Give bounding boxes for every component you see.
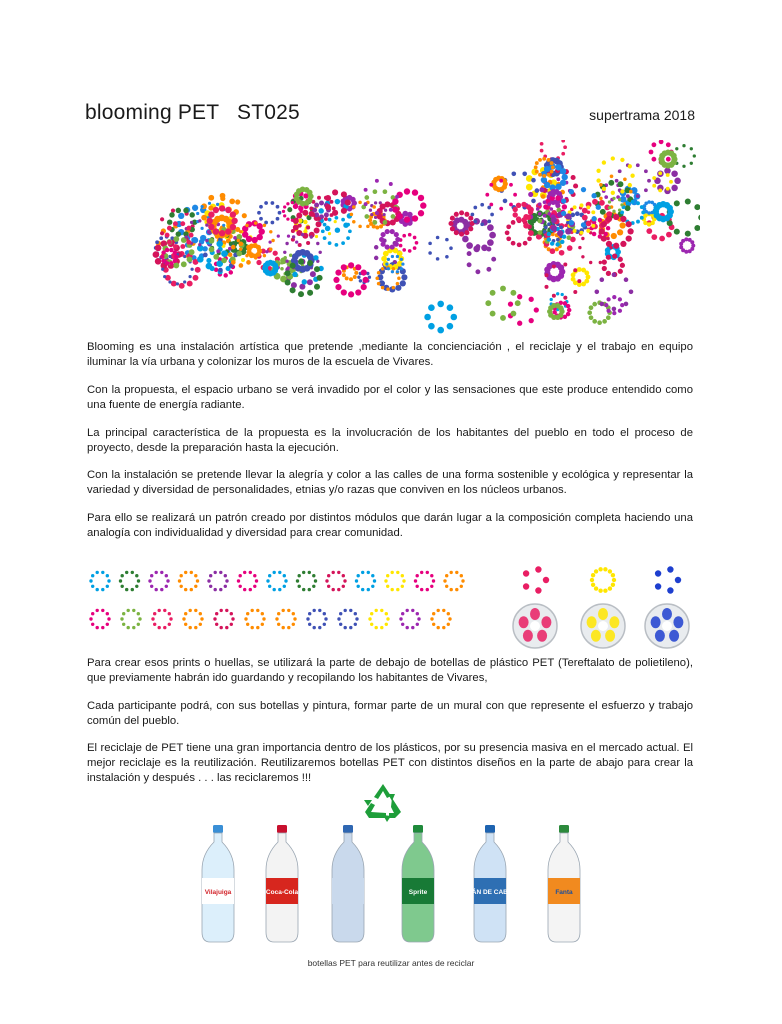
dot-flower [89,571,110,592]
dot-flower [428,236,452,261]
pet-bottle [266,825,299,942]
dot-flower [599,214,634,249]
dot-flower [595,272,634,311]
dot-flower [306,609,327,630]
dot-flower [655,566,681,593]
dot-flower [471,203,494,226]
dot-flower [485,286,520,321]
dot-flower [399,233,419,253]
dot-flower [120,609,141,630]
dot-flower [237,571,258,592]
hero-flower-illustration [140,140,700,340]
dot-flower [582,199,612,229]
dot-flower [266,571,287,592]
pet-bottle [402,825,434,942]
dot-flower [89,609,110,630]
dot-flower [513,202,534,223]
dot-flower [207,571,228,592]
bottle-bottom [513,604,557,648]
bottle-brand-label: SOLÁN DE CABRAS [458,889,522,896]
pet-bottle [548,825,580,942]
pet-bottle [202,825,234,942]
bottle-brand-label: Coca-Cola [265,889,299,896]
pet-bottle [332,825,364,942]
author-year: supertrama 2018 [589,107,695,123]
dot-flower [242,220,265,243]
dot-flower [590,567,616,593]
dot-flower [508,294,539,326]
dot-flower [379,229,400,250]
dot-flower [604,295,624,315]
body-paragraph-2: Cada participante podrá, con sus botellas y pintura, formar parte de un mural con que represente el esfuerzo y trabajo común del pueblo. [87,700,693,727]
dot-flower [244,609,265,630]
dot-flower [399,609,420,630]
dot-flower [213,609,234,630]
dot-flower [414,571,435,592]
recycle-icon [361,782,405,822]
dot-flower [443,571,464,592]
dot-flower [257,201,281,224]
intro-paragraph-3: La principal característica de la propuesta es la involucración de los habitantes del pueblo en todo el proceso de proyecto, desde la preparación hasta la ejecución. [87,427,693,454]
intro-paragraph-2: Con la propuesta, el espacio urbano se verá invadido por el color y las sensaciones que este produce entendido como una fuente de energía radiante. [87,384,693,411]
dot-flower [325,571,346,592]
dot-flower [377,201,402,226]
bottles-caption: botellas PET para reutilizar antes de reciclar [307,958,475,968]
dot-flower [148,571,169,592]
body-paragraph-1: Para crear esos prints o huellas, se utilizará la parte de debajo de botellas de plástico PET (Tereftalato de polietileno), que previamente habrán ido guardando y recopilando los habitantes de Vivares, [87,657,693,684]
pet-bottles-row [190,820,590,950]
page-title: blooming PET ST025 [85,101,300,124]
dot-flower [178,571,199,592]
body-paragraph-3: El reciclaje de PET tiene una gran importancia dentro de los plásticos, por su presencia masiva en el mercado actual. El mejor reciclaje es la reutilización. Reutilizaremos botellas PET con distintos diseños en la parte de abajo para crear la instalación y después . . . las reciclaremos !!! [87,742,693,784]
intro-paragraph-1: Blooming es una instalación artística que pretende ,mediante la concienciación , el reciclaje y el trabajo en equipo iluminar la vía urbana y colonizar los muros de la escuela de Vivares. [87,341,693,368]
dot-flower [424,301,457,334]
dot-flower [119,571,140,592]
dot-flower [430,609,451,630]
dot-flower [275,609,296,630]
dot-flower [182,609,203,630]
bottle-base-prints [505,560,701,652]
dot-flower [151,609,172,630]
bottle-bottom [645,604,689,648]
bottle-brand-label: Fanta [555,889,573,896]
dot-flower [523,566,549,593]
dot-flower [296,571,317,592]
bottle-brand-label: Sprite [408,889,428,896]
dot-flower [544,261,565,282]
dot-flower [485,179,517,211]
pet-bottle [458,825,522,942]
dot-flower [384,571,405,592]
dot-flower [355,571,376,592]
bottle-bottom [581,604,625,648]
dot-flower [337,609,358,630]
print-pattern-modules [85,563,465,643]
intro-paragraph-5: Para ello se realizará un patrón creado por distintos módulos que darán lugar a la composición completa haciendo una analogía con individualidad y diversidad para crear comunidad. [87,512,693,539]
dot-flower [368,609,389,630]
intro-paragraph-4: Con la instalación se pretende llevar la alegría y color a las calles de una forma sostenible y ecológica y representar la variedad y diversidad de personalidades, etnias y/o razas que conviven en los núcleos urbanos. [87,469,693,496]
dot-flower [679,237,695,253]
bottle-brand-label: Vilajuiga [204,889,232,896]
